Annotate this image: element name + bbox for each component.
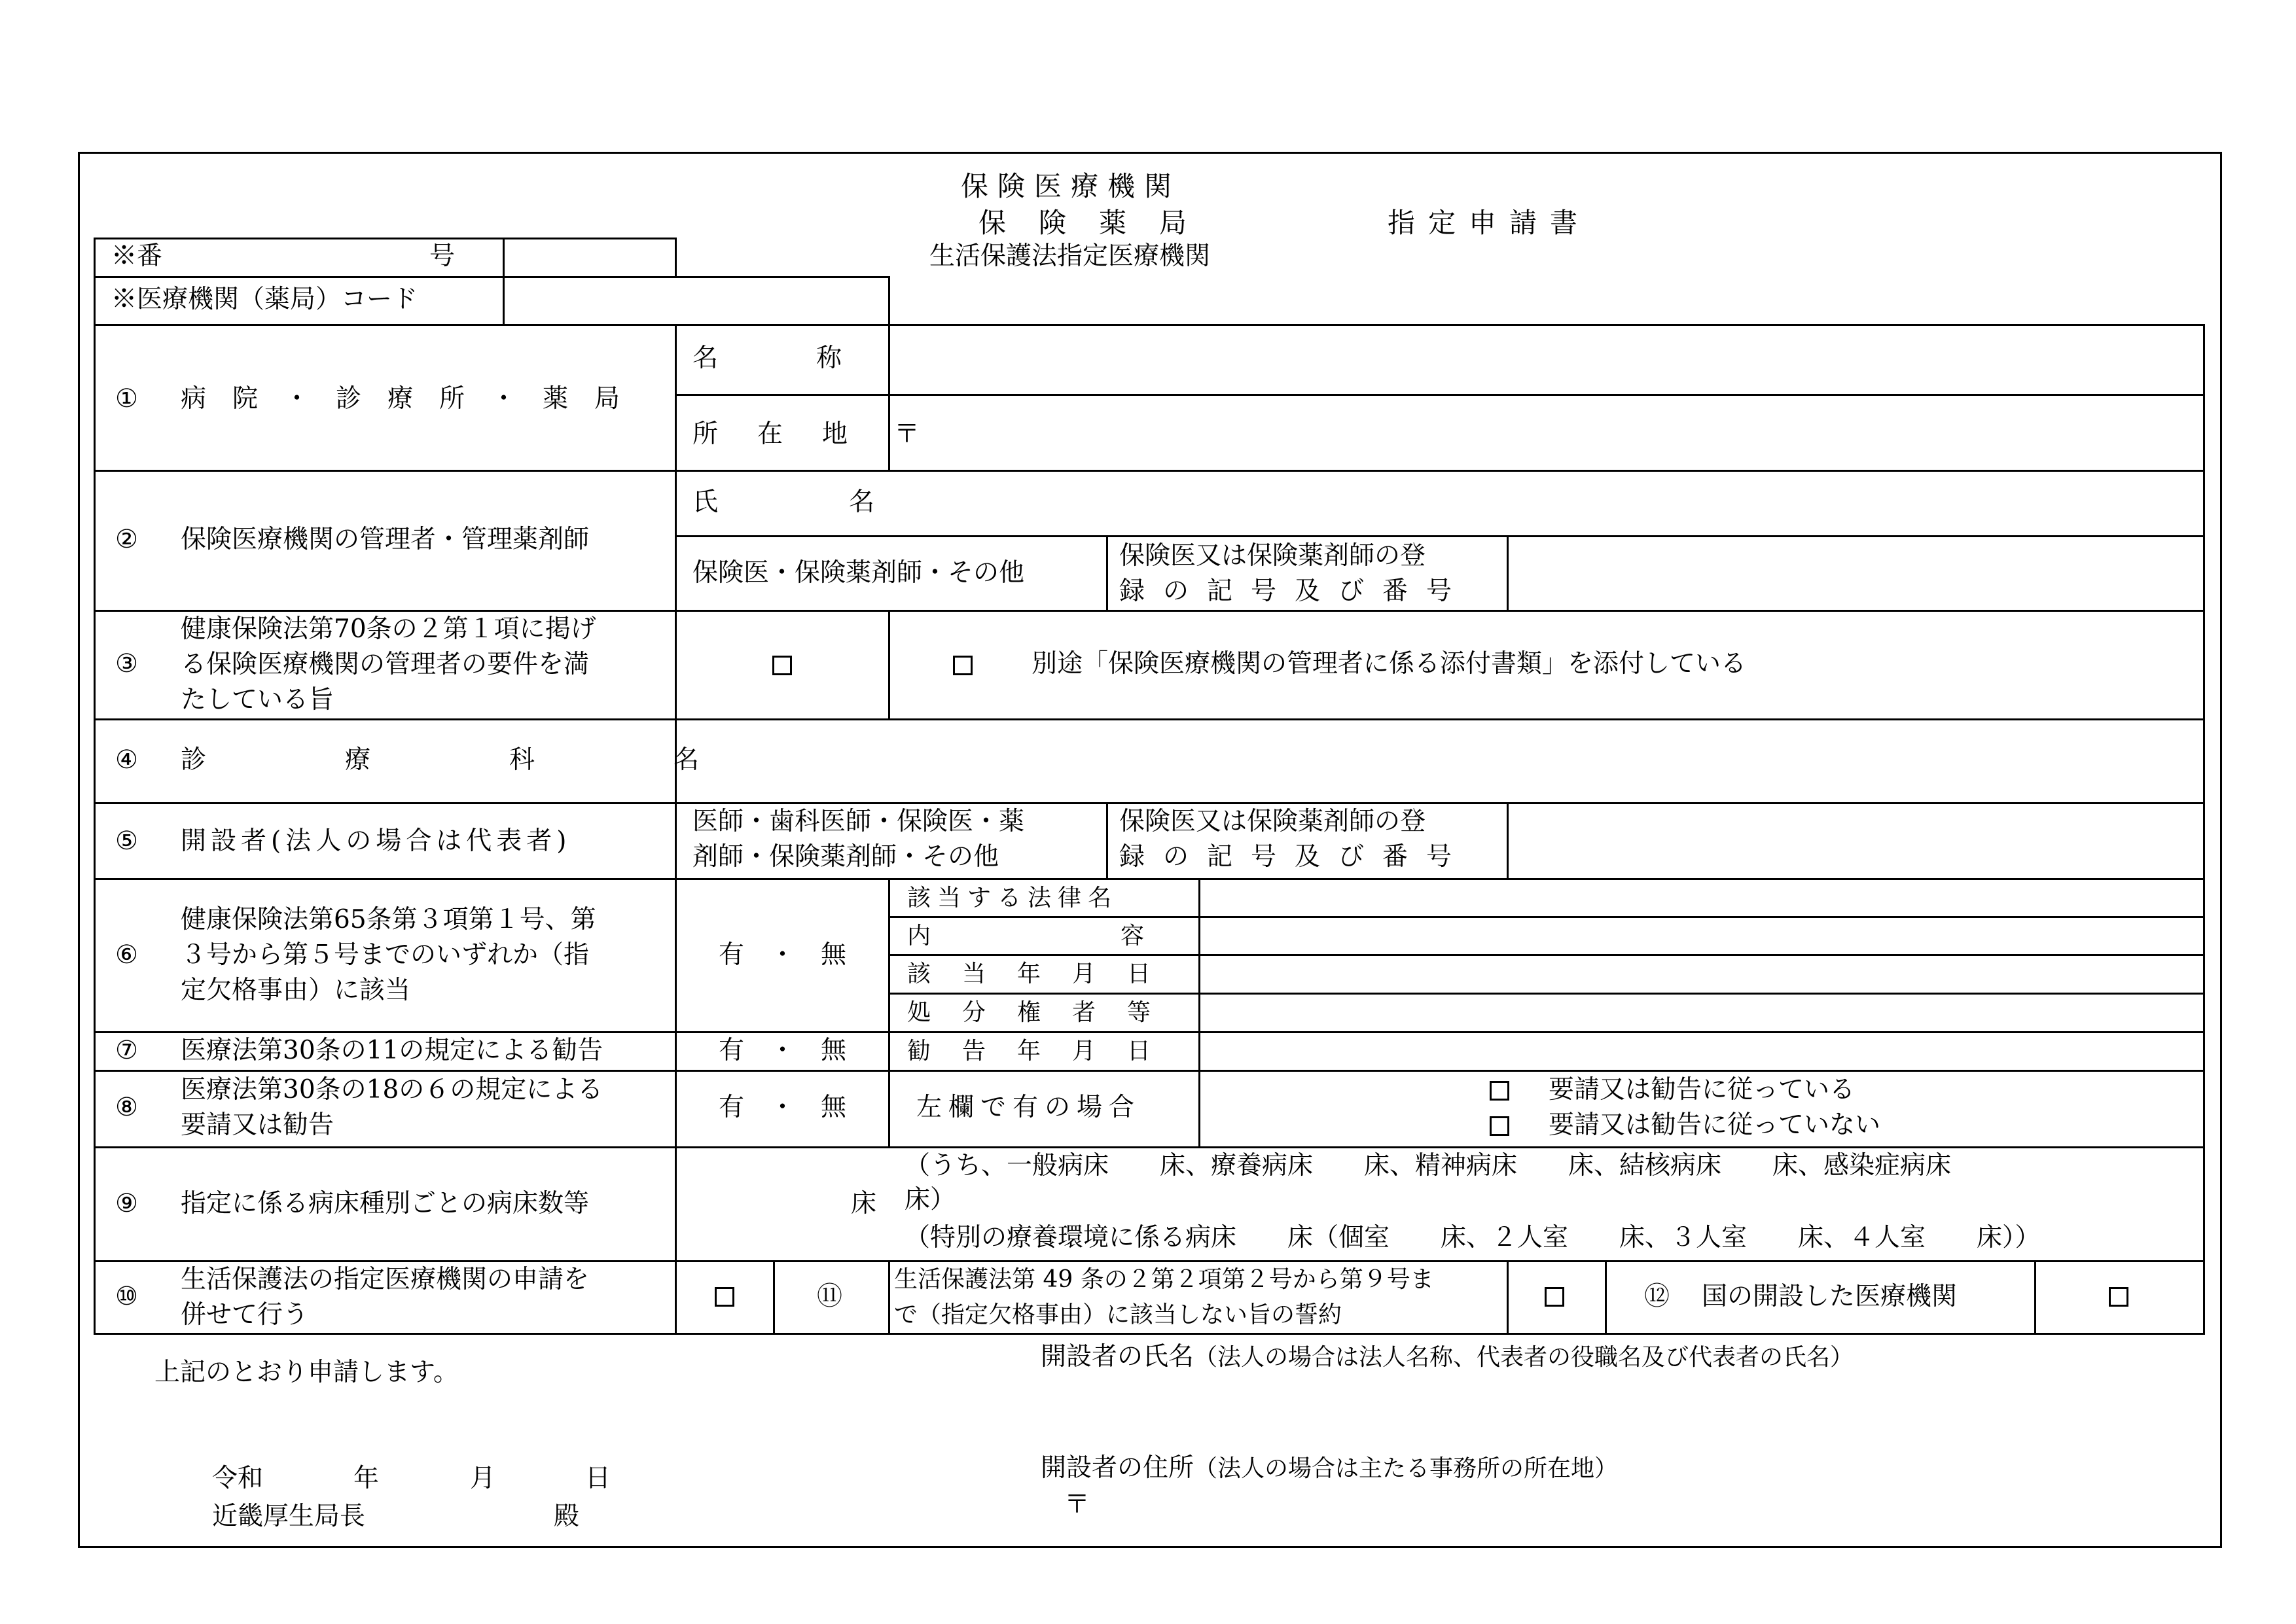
row8-opt-not-complied: 要請又は勧告に従っていない — [1549, 1110, 1881, 1140]
row6-yes-no[interactable]: 有 ・ 無 — [718, 940, 846, 970]
row4-label: 診療科名 — [181, 745, 838, 775]
opener-address-label: 開設者の住所（法人の場合は主たる事務所の所在地） — [1041, 1453, 1619, 1483]
row11-number: ⑪ — [817, 1282, 843, 1311]
row1-postal-mark: 〒 — [894, 419, 920, 449]
row3-label-1: 健康保険法第70条の２第１項に掲げ — [181, 614, 596, 644]
title-line3: 生活保護法指定医療機関 — [929, 241, 1211, 271]
row6-sub-law: 該当する法律名 — [907, 885, 1119, 911]
row9-bed-unit: 床 — [851, 1189, 877, 1218]
row8-if-yes: 左欄で有の場合 — [916, 1093, 1141, 1122]
row6-authority-input[interactable] — [1202, 995, 2200, 1029]
number-input[interactable] — [505, 239, 672, 274]
row7-date-input[interactable] — [1202, 1034, 2200, 1068]
row9-number: ⑨ — [115, 1189, 138, 1218]
row6-date-input[interactable] — [1202, 957, 2200, 991]
row4-department-input[interactable] — [681, 722, 2199, 798]
row7-yes-no[interactable]: 有 ・ 無 — [718, 1036, 846, 1065]
row3-checkbox-attached[interactable] — [953, 656, 973, 675]
row3-label-2: る保険医療機関の管理者の要件を満 — [181, 650, 590, 679]
row7-label: 医療法第30条の11の規定による勧告 — [181, 1036, 603, 1065]
row2-name-input[interactable] — [891, 474, 2199, 533]
row6-label-1: 健康保険法第65条第３項第１号、第 — [181, 905, 596, 934]
row4-number: ④ — [115, 745, 138, 775]
row8-checkbox-complied[interactable] — [1490, 1081, 1509, 1101]
code-label: ※医療機関（薬局）コード — [111, 285, 418, 314]
row5-label: 開設者(法人の場合は代表者) — [181, 826, 571, 856]
row12-text: 国の開設した医療機関 — [1702, 1282, 1958, 1311]
addressee: 近畿厚生局長 — [212, 1502, 366, 1531]
opener-address-input[interactable] — [1100, 1487, 2193, 1539]
row7-number: ⑦ — [115, 1036, 138, 1065]
code-input[interactable] — [505, 279, 885, 321]
row2-label: 保険医療機関の管理者・管理薬剤師 — [181, 525, 590, 554]
row11-checkbox[interactable] — [1545, 1287, 1564, 1307]
title-line2-right: 指定申請書 — [1388, 207, 1591, 239]
row2-type-options: 保険医・保険薬剤師・その他 — [692, 558, 1025, 588]
row2-number: ② — [115, 525, 138, 554]
row11-text-2: で（指定欠格事由）に該当しない旨の誓約 — [894, 1301, 1342, 1328]
row3-checkbox-meets[interactable] — [772, 656, 792, 675]
row8-label-2: 要請又は勧告 — [181, 1110, 334, 1140]
row2-reg-label-1: 保険医又は保険薬剤師の登 — [1119, 541, 1426, 571]
row1-address-input[interactable] — [923, 400, 2199, 466]
row6-sub-date: 該当年月日 — [907, 961, 1183, 987]
date-era: 令和 — [212, 1464, 264, 1493]
row6-number: ⑥ — [115, 940, 138, 970]
row9-breakdown-line2: 床） — [905, 1185, 956, 1214]
row6-law-input[interactable] — [1202, 881, 2200, 915]
row1-name-label: 名称 — [692, 344, 941, 373]
row9-breakdown-line1: （うち、一般病床 床、療養病床 床、精神病床 床、結核病床 床、感染症病床 — [905, 1151, 1952, 1180]
row10-label-1: 生活保護法の指定医療機関の申請を — [181, 1265, 590, 1294]
title-line1: 保険医療機関 — [961, 170, 1181, 202]
application-statement: 上記のとおり申請します。 — [154, 1358, 459, 1387]
row5-reg-label-1: 保険医又は保険薬剤師の登 — [1119, 807, 1426, 836]
row8-yes-no[interactable]: 有 ・ 無 — [718, 1093, 846, 1122]
opener-postal-mark: 〒 — [1064, 1490, 1090, 1519]
row11-text-1: 生活保護法第 49 条の２第２項第２号から第９号ま — [894, 1266, 1434, 1293]
date-year-unit: 年 — [353, 1464, 380, 1493]
row2-name-label: 氏名 — [692, 487, 1006, 517]
row3-number: ③ — [115, 649, 138, 679]
row9-label: 指定に係る病床種別ごとの病床数等 — [181, 1189, 590, 1218]
row7-sub-date: 勧告年月日 — [907, 1038, 1183, 1065]
row1-address-label: 所在地 — [692, 419, 888, 449]
row6-label-2: ３号から第５号までのいずれか（指 — [181, 940, 590, 970]
row3-attach-text: 別途「保険医療機関の管理者に係る添付書類」を添付している — [1031, 649, 1747, 679]
row12-checkbox[interactable] — [2109, 1287, 2128, 1307]
date-month-unit: 月 — [470, 1464, 496, 1493]
row6-label-3: 定欠格事由）に該当 — [181, 976, 411, 1005]
row8-checkbox-not-complied[interactable] — [1490, 1116, 1509, 1136]
opener-name-input[interactable] — [1041, 1378, 2193, 1443]
row10-checkbox[interactable] — [715, 1287, 734, 1307]
row5-type-2: 剤師・保険薬剤師・その他 — [692, 842, 999, 872]
title-line2: 保 険 薬 局 — [978, 207, 1190, 239]
row6-content-input[interactable] — [1202, 919, 2200, 953]
row1-name-input[interactable] — [891, 331, 2199, 391]
number-label: ※番 — [111, 241, 163, 271]
addressee-honorific: 殿 — [554, 1502, 580, 1531]
opener-name-label: 開設者の氏名（法人の場合は法人名称、代表者の役職名及び代表者の氏名） — [1041, 1342, 1854, 1371]
row3-label-3: たしている旨 — [181, 685, 334, 715]
row6-sub-authority: 処分権者等 — [907, 999, 1183, 1026]
row10-label-2: 併せて行う — [181, 1300, 309, 1330]
row1-number: ① — [115, 384, 138, 414]
row5-number: ⑤ — [115, 826, 138, 856]
row9-bed-count-input[interactable] — [681, 1150, 844, 1256]
date-day-unit: 日 — [585, 1464, 611, 1493]
row9-breakdown-line3: （特別の療養環境に係る病床 床（個室 床、２人室 床、３人室 床、４人室 床）） — [905, 1223, 2041, 1252]
row6-sub-content: 内容 — [907, 923, 1334, 949]
row5-type-1: 医師・歯科医師・保険医・薬 — [692, 807, 1025, 836]
row5-reg-input[interactable] — [1511, 806, 2199, 874]
row8-label-1: 医療法第30条の18の６の規定による — [181, 1075, 603, 1104]
row5-reg-label-2: 録の記号及び番号 — [1119, 842, 1471, 872]
number-label-suffix: 号 — [429, 241, 456, 271]
row8-opt-complied: 要請又は勧告に従っている — [1549, 1075, 1856, 1104]
row12-number: ⑫ — [1644, 1282, 1670, 1311]
row2-reg-input[interactable] — [1511, 539, 2199, 607]
row2-reg-label-2: 録の記号及び番号 — [1119, 576, 1471, 606]
row10-number: ⑩ — [115, 1282, 138, 1311]
row1-label: 病院・診療所・薬局 — [181, 384, 647, 414]
row8-number: ⑧ — [115, 1093, 138, 1122]
